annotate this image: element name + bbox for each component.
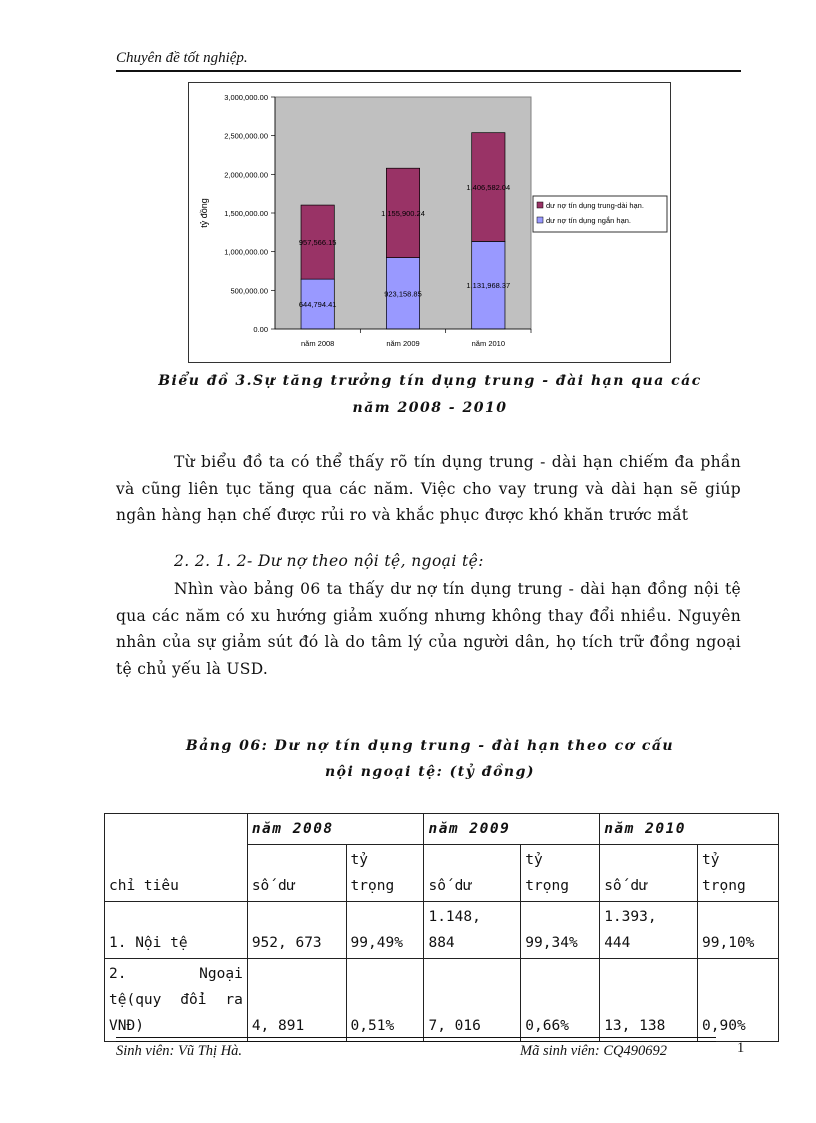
- cell-balance-2010: [600, 902, 698, 959]
- cell-share-2009: 99,34%: [521, 902, 600, 959]
- data-label: 1,131,968.37: [466, 281, 511, 291]
- y-tick-label: 2,000,000.00: [224, 170, 268, 180]
- row-label-foreign: [105, 959, 248, 1042]
- header-share-2008: [346, 845, 424, 902]
- chart-caption-line1: Biểu đồ 3.Sự tăng trưởng tín dụng trung - đài hạn qua các: [158, 373, 702, 389]
- x-tick-label: năm 2008: [300, 339, 335, 348]
- page-number: 1: [737, 1040, 745, 1056]
- footer-rule-top: [116, 1037, 716, 1038]
- cell-balance-2009: [424, 902, 521, 959]
- stacked-bar-chart: [189, 83, 670, 362]
- cell-share-2009: 0,66%: [521, 959, 600, 1042]
- data-label: 1,155,900.24: [381, 208, 425, 218]
- cell-part: 444: [604, 935, 631, 951]
- cell-part: 884: [428, 935, 455, 951]
- table-row-domestic: [105, 902, 779, 959]
- document-header: Chuyên đề tốt nghiệp.: [116, 50, 248, 66]
- table-caption-line1: Bảng 06: Dư nợ tín dụng trung - đài hạn theo cơ cấu: [185, 738, 675, 754]
- label-part: tệ(quy: [109, 992, 162, 1008]
- header-share-2010: [698, 845, 779, 902]
- header-balance-2008: số dư: [247, 845, 346, 902]
- cell-share-2010: 99,10%: [698, 902, 779, 959]
- cell-share-2008: 99,49%: [346, 902, 424, 959]
- x-tick-label: năm 2009: [386, 339, 420, 348]
- x-tick-label: năm 2010: [471, 339, 506, 348]
- label-part: Ngoại: [199, 966, 243, 982]
- legend-label-long-term: dư nợ tín dụng trung-dài hạn.: [546, 201, 644, 210]
- y-tick-label: 1,500,000.00: [224, 209, 268, 218]
- paragraph-1: [116, 449, 741, 529]
- paragraph-2-text: Nhìn vào bảng 06 ta thấy dư nợ tín dụng trung - dài hạn đồng nội tệ qua các năm có xu hướng giảm xuống nhưng không thay đổi nhiều. Nguyên nhân của sự giảm sút đó là do tâm lý của người dân, họ tích trữ đồng ngoại tệ chủ yếu là USD.: [116, 580, 741, 678]
- legend: [533, 196, 667, 232]
- paragraph-1-text: Từ biểu đồ ta có thể thấy rõ tín dụng trung - dài hạn chiếm đa phần và cũng liên tục tăng qua các năm. Việc cho vay trung và dài hạn sẽ giúp ngân hàng hạn chế được rủi ro và khắc phục được khó khăn trước mắt: [116, 453, 741, 524]
- data-label: 1,406,582.04: [466, 183, 511, 193]
- y-tick-label: 2,500,000.00: [224, 131, 268, 141]
- table-caption-line2: nội ngoại tệ: (tỷ đồng): [324, 764, 535, 780]
- y-axis: [224, 93, 275, 334]
- cell-part: 1.148,: [428, 909, 481, 925]
- header-balance-2009: số dư: [424, 845, 521, 902]
- header-year-2010: năm 2010: [600, 814, 779, 845]
- y-tick-label: 3,000,000.00: [224, 93, 268, 102]
- data-label: 644,794.41: [298, 300, 337, 310]
- cell-balance-2010: 13, 138: [600, 959, 698, 1042]
- share-word-2: trọng: [350, 878, 395, 894]
- share-word-1: tỷ: [350, 852, 369, 868]
- label-part: 2.: [109, 966, 127, 982]
- cell-part: 1.393,: [604, 909, 657, 925]
- header-balance-2010: số dư: [600, 845, 698, 902]
- data-label: 923,158.85: [384, 289, 422, 299]
- share-word-2: trọng: [525, 878, 569, 894]
- chart-caption-line2: năm 2008 - 2010: [352, 400, 508, 416]
- share-word-1: tỷ: [525, 852, 543, 868]
- x-axis: [275, 329, 531, 348]
- label-part: VNĐ): [109, 1018, 144, 1034]
- cell-share-2010: 0,90%: [698, 959, 779, 1042]
- legend-swatch-short-term: [537, 217, 543, 223]
- y-tick-label: 1,000,000.00: [224, 247, 268, 257]
- cell-balance-2008: 952, 673: [247, 902, 346, 959]
- y-axis-label: tỷ đồng: [199, 198, 209, 228]
- data-table: [104, 813, 779, 1042]
- header-year-2009: năm 2009: [424, 814, 600, 845]
- chart-container: [188, 82, 671, 363]
- header-rule: [116, 70, 741, 72]
- label-part: đổi: [180, 992, 207, 1008]
- legend-label-short-term: dư nợ tín dụng ngắn hạn.: [546, 216, 632, 225]
- share-word-1: tỷ: [702, 852, 720, 868]
- share-word-2: trọng: [702, 878, 746, 894]
- section-subheading: 2. 2. 1. 2- Dư nợ theo nội tệ, ngoại tệ:: [174, 552, 484, 570]
- label-part: ra: [225, 992, 243, 1008]
- y-tick-label: 500,000.00: [230, 286, 268, 296]
- header-year-2008: năm 2008: [247, 814, 424, 845]
- data-label: 957,566.15: [298, 238, 337, 248]
- cell-balance-2009: 7, 016: [424, 959, 521, 1042]
- legend-swatch-long-term: [537, 202, 543, 208]
- footer-rule-bottom: [116, 1041, 716, 1042]
- table-row-foreign: [105, 959, 779, 1042]
- header-chi-tieu: chỉ tiêu: [105, 814, 248, 902]
- paragraph-2: [116, 576, 741, 682]
- cell-balance-2008: 4, 891: [247, 959, 346, 1042]
- footer-student-name: Sinh viên: Vũ Thị Hà.: [116, 1043, 243, 1059]
- table-header-row-years: [105, 814, 779, 845]
- cell-share-2008: 0,51%: [346, 959, 424, 1042]
- header-share-2009: [521, 845, 600, 902]
- footer-student-id: Mã sinh viên: CQ490692: [520, 1043, 667, 1059]
- row-label-domestic: 1. Nội tệ: [105, 902, 248, 959]
- y-tick-label: 0.00: [253, 325, 268, 334]
